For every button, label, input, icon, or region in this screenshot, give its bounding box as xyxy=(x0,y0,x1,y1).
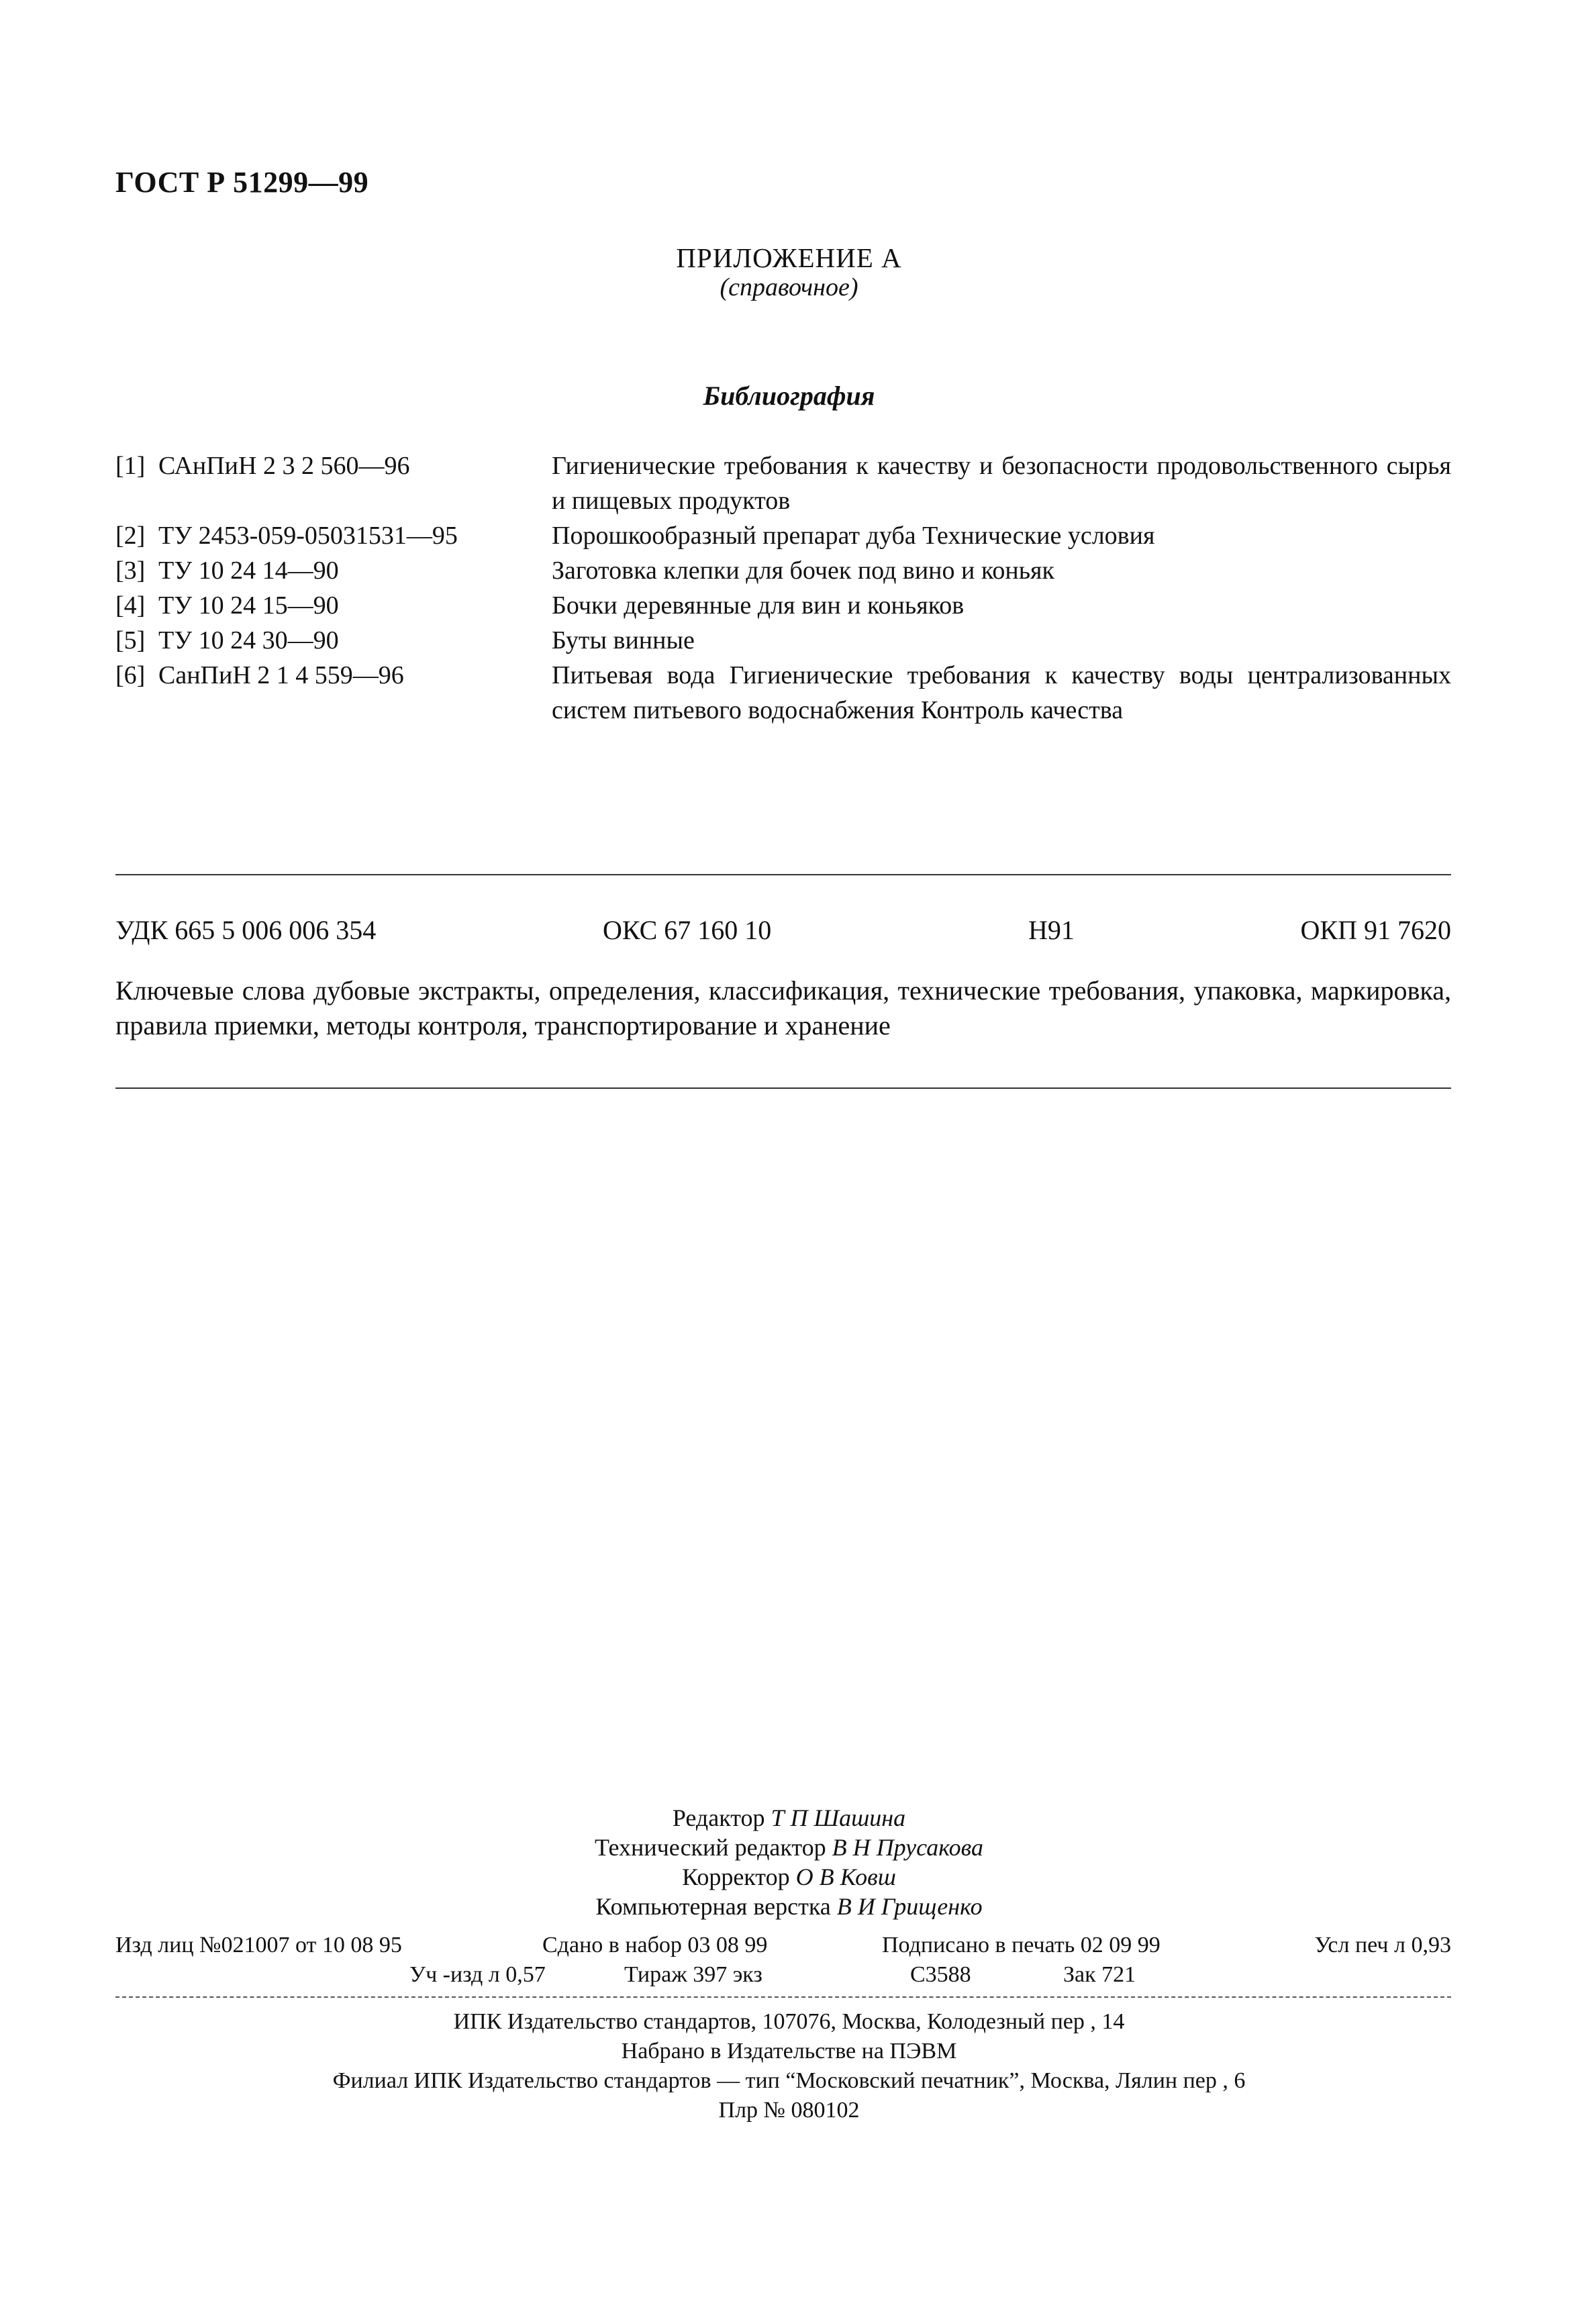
credit-label: Технический редактор xyxy=(594,1834,826,1861)
credit-label: Компьютерная верстка xyxy=(595,1893,831,1920)
oks-code: ОКС 67 160 10 xyxy=(603,915,772,945)
bibliography-item xyxy=(115,658,1451,728)
bibliography-item-code: ТУ 10 24 14—90 xyxy=(158,556,339,585)
okp-code: ОКП 91 7620 xyxy=(1300,915,1451,945)
imprint-pub-sheets: Уч -изд л 0,57 xyxy=(409,1962,546,1987)
imprint-signed: Подписано в печать 02 09 99 xyxy=(882,1933,1161,1957)
bibliography-heading: Библиография xyxy=(703,381,875,411)
divider-top xyxy=(115,874,1451,875)
bibliography-item-number: [1] xyxy=(115,452,146,480)
bibliography-item-title: Порошкообразный препарат дуба Технические условия xyxy=(552,522,1155,550)
credit-tech-editor xyxy=(0,1833,1578,1862)
publisher-line: Филиал ИПК Издательство стандартов — тип “Московский печатник”, Москва, Лялин пер , 6 xyxy=(332,2068,1246,2093)
document-number: ГОСТ Р 51299—99 xyxy=(115,166,369,199)
bibliography-item xyxy=(115,553,1451,588)
imprint-print-sheets: Усл печ л 0,93 xyxy=(1314,1933,1451,1957)
publisher-info xyxy=(0,2007,1578,2125)
bibliography-item-number: [4] xyxy=(115,591,146,620)
bibliography-item-title: Заготовка клепки для бочек под вино и коньяк xyxy=(552,556,1054,585)
bibliography-item-code: САнПиН 2 3 2 560—96 xyxy=(158,452,410,480)
bibliography-item-title: Питьевая вода Гигиенические требования к качеству воды централизованных систем питьевого водоснабжения Контроль качества xyxy=(552,661,1451,724)
credit-label: Корректор xyxy=(682,1863,790,1890)
bibliography-item-code: ТУ 2453-059-05031531—95 xyxy=(158,522,458,550)
imprint-license: Изд лиц №021007 от 10 08 95 xyxy=(115,1933,402,1957)
bibliography-item-title: Гигиенические требования к качеству и безопасности продовольственного сырья и пищевых продуктов xyxy=(552,452,1451,515)
imprint-sent-to-set: Сдано в набор 03 08 99 xyxy=(542,1933,768,1957)
bibliography-item-code: ТУ 10 24 15—90 xyxy=(158,591,339,620)
appendix-title: ПРИЛОЖЕНИЕ А xyxy=(676,242,902,273)
bibliography-item-title: Бочки деревянные для вин и коньяков xyxy=(552,591,965,620)
bibliography-item xyxy=(115,588,1451,623)
imprint-code: С3588 xyxy=(910,1962,971,1987)
bibliography-item xyxy=(115,623,1451,658)
publisher-line: Плр № 080102 xyxy=(718,2098,860,2123)
publisher-line: Набрано в Издательстве на ПЭВМ xyxy=(621,2039,957,2064)
credit-editor xyxy=(0,1803,1578,1833)
group-code: Н91 xyxy=(1028,915,1075,945)
bibliography-item-number: [5] xyxy=(115,626,146,655)
imprint-divider xyxy=(115,1996,1451,1998)
bibliography-item-number: [6] xyxy=(115,661,146,689)
bibliography-item-code: ТУ 10 24 30—90 xyxy=(158,626,339,655)
bibliography-item-code: СанПиН 2 1 4 559—96 xyxy=(158,661,404,689)
credit-name: О В Ковш xyxy=(795,1863,896,1890)
bibliography-item-title: Буты винные xyxy=(552,626,695,655)
credit-label: Редактор xyxy=(672,1804,765,1831)
credit-proofreader xyxy=(0,1862,1578,1892)
bibliography-item-number: [2] xyxy=(115,522,146,550)
publisher-line: ИПК Издательство стандартов, 107076, Москва, Колодезный пер , 14 xyxy=(453,2009,1125,2034)
imprint-circulation: Тираж 397 экз xyxy=(624,1962,762,1987)
udk-code: УДК 665 5 006 006 354 xyxy=(115,915,377,945)
bibliography-item xyxy=(115,448,1451,518)
appendix-subtitle: (справочное) xyxy=(720,273,858,301)
bibliography-item-number: [3] xyxy=(115,556,146,585)
imprint-order: Зак 721 xyxy=(1063,1962,1136,1987)
credits xyxy=(0,1803,1578,1921)
credit-layout xyxy=(0,1892,1578,1921)
credit-name: В И Грищенко xyxy=(836,1893,983,1920)
bibliography-list xyxy=(115,448,1451,728)
divider-bottom xyxy=(115,1087,1451,1089)
credit-name: В Н Прусакова xyxy=(832,1834,984,1861)
credit-name: Т П Шашина xyxy=(771,1804,906,1831)
keywords: Ключевые слова дубовые экстракты, определения, классификация, технические требования, упаковка, маркировка, правила приемки, методы контроля, транспортирование и хранение xyxy=(115,975,1451,1040)
bibliography-item xyxy=(115,518,1451,553)
